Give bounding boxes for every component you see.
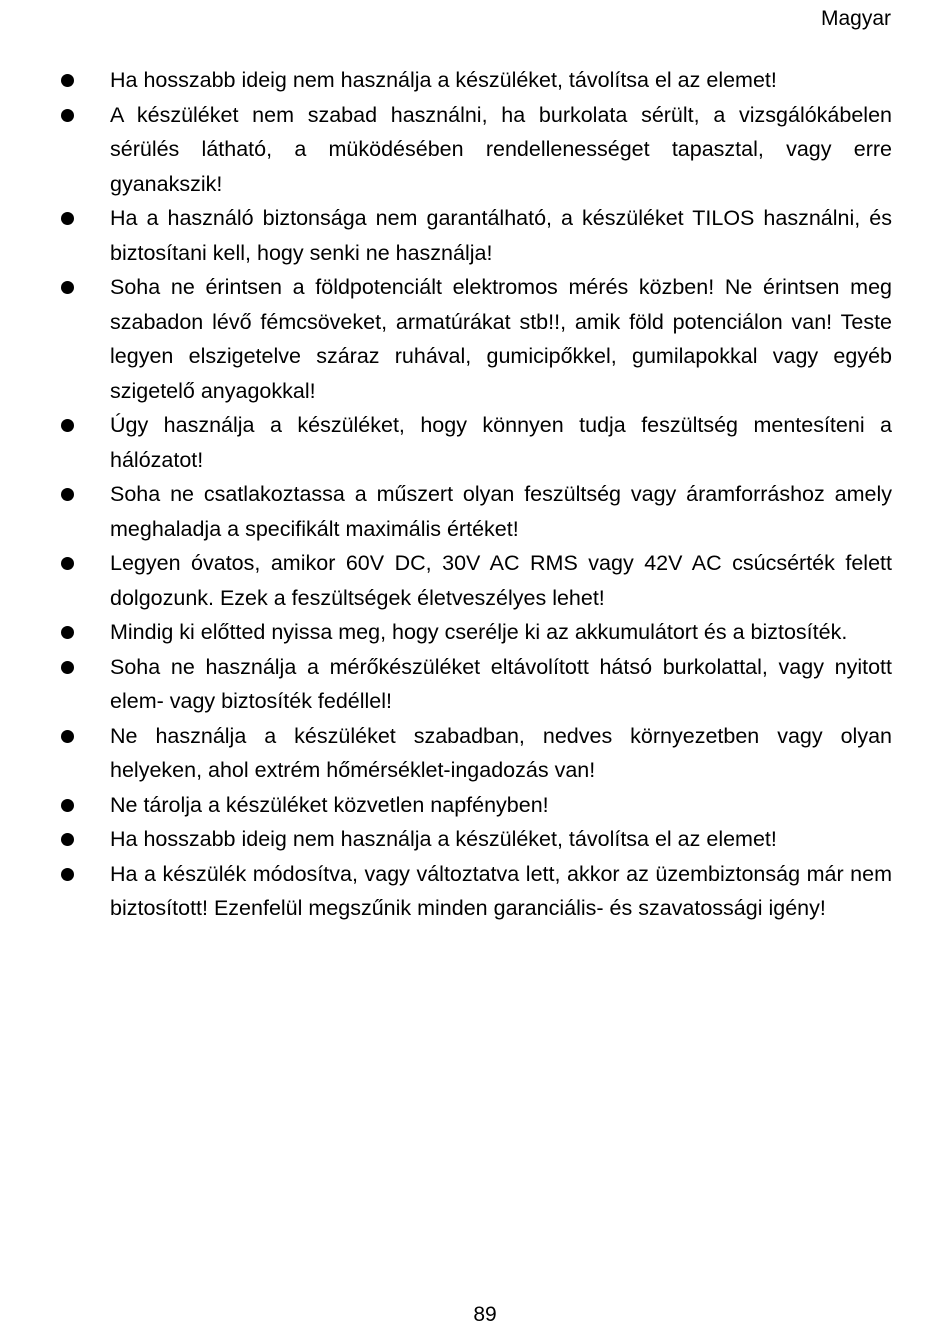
bullet-dot-icon: [61, 109, 74, 122]
page-number: 89: [473, 1303, 497, 1326]
list-item-text: A készüléket nem szabad használni, ha burkolata sérült, a vizsgálókábelen sérülés látható, a müködésében rendellenességet tapasztal, vagy erre gyanakszik!: [110, 102, 892, 196]
list-item-text: Ha hosszabb ideig nem használja a készüléket, távolítsa el az elemet!: [110, 827, 777, 851]
list-item-text: Soha ne használja a mérőkészüléket eltávolított hátsó burkolattal, vagy nyitott elem- vagy biztosíték fedéllel!: [110, 654, 892, 713]
list-item-text: Soha ne csatlakoztassa a műszert olyan feszültség vagy áramforráshoz amely meghaladja a specifikált maximális értéket!: [110, 482, 892, 541]
list-item: [58, 650, 892, 719]
list-item-text: Ne tárolja a készüléket közvetlen napfényben!: [110, 792, 549, 817]
list-item-text: Mindig ki előtted nyissa meg, hogy cserélje ki az akkumulátort és a biztosíték.: [110, 620, 848, 644]
list-item-text: Ha a készülék módosítva, vagy változtatva lett, akkor az üzembiztonság már nem biztosított! Ezenfelül megszűnik minden garanciális- és szavatossági igény!: [110, 861, 892, 920]
list-item-text: Úgy használja a készüléket, hogy könnyen tudja feszültség mentesíteni a hálózatot!: [110, 413, 892, 472]
list-item-text: Soha ne érintsen a földpotenciált elektromos mérés közben! Ne érintsen meg szabadon lévő fémcsöveket, armatúrákat stb!!, amik föld potenciálon van! Teste legyen elszigetelve száraz ruhával, gumicipőkkel, gumilapokkal vagy egyéb szigetelő anyagokkal!: [110, 275, 892, 403]
safety-bullet-list: [58, 63, 892, 926]
bullet-dot-icon: [61, 730, 74, 743]
bullet-dot-icon: [61, 661, 74, 674]
bullet-dot-icon: [61, 626, 74, 639]
list-item: [58, 201, 892, 270]
list-item: [58, 98, 892, 202]
list-item: [58, 719, 892, 788]
bullet-dot-icon: [61, 212, 74, 225]
bullet-dot-icon: [61, 488, 74, 501]
list-item: [58, 857, 892, 926]
list-item: [58, 63, 892, 98]
list-item: [58, 615, 892, 650]
list-item: [58, 546, 892, 615]
bullet-dot-icon: [61, 419, 74, 432]
list-item: [58, 270, 892, 408]
bullet-dot-icon: [61, 868, 74, 881]
list-item: [58, 477, 892, 546]
list-item-text: Legyen óvatos, amikor 60V DC, 30V AC RMS vagy 42V AC csúcsérték felett dolgozunk. Ezek a feszültségek életveszélyes lehet!: [110, 551, 892, 610]
bullet-dot-icon: [61, 833, 74, 846]
bullet-dot-icon: [61, 74, 74, 87]
list-item: [58, 408, 892, 477]
bullet-dot-icon: [61, 557, 74, 570]
header-language-label: Magyar: [820, 7, 891, 30]
list-item-text: Ha a használó biztonsága nem garantálható, a készüléket TILOS használni, és biztosítani kell, hogy senki ne használja!: [110, 206, 892, 265]
list-item: [58, 788, 892, 823]
list-item-text: Ha hosszabb ideig nem használja a készüléket, távolítsa el az elemet!: [110, 68, 777, 92]
bullet-dot-icon: [61, 281, 74, 294]
list-item: [58, 822, 892, 857]
bullet-dot-icon: [61, 799, 74, 812]
list-item-text: Ne használja a készüléket szabadban, nedves környezetben vagy olyan helyeken, ahol extrém hőmérséklet-ingadozás van!: [110, 723, 892, 782]
